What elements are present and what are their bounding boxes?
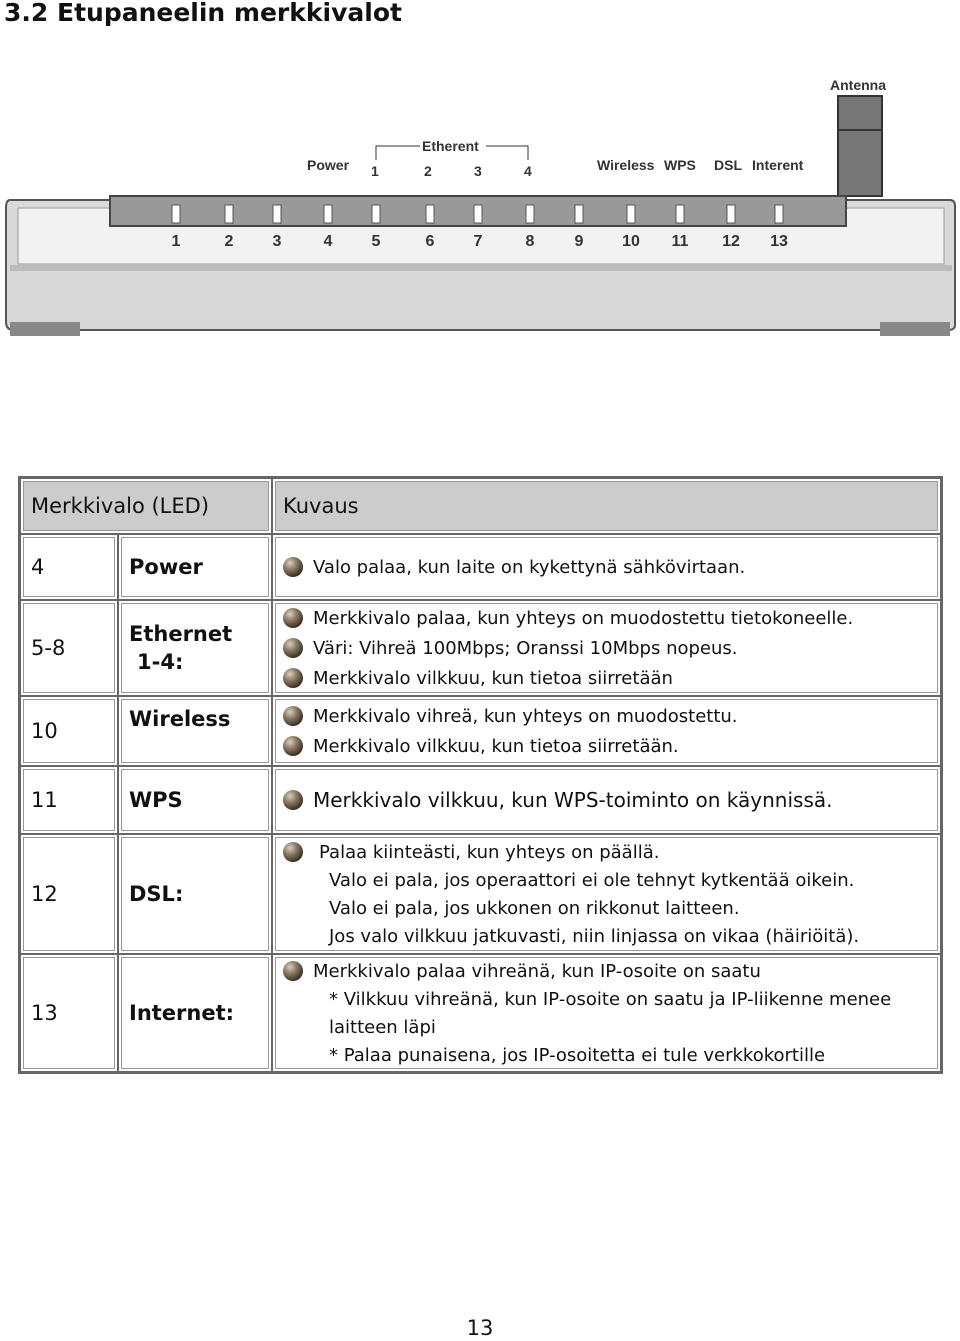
- led-number-label: 4: [323, 233, 333, 250]
- led-description: Valo palaa, kun laite on kykettynä sähkövirtaan.: [272, 534, 941, 600]
- led-description: Merkkivalo vilkkuu, kun WPS-toiminto on käynnissä.: [272, 766, 941, 834]
- label-power: Power: [307, 157, 350, 173]
- bullet-icon: [283, 638, 303, 658]
- table-row: [20, 534, 941, 600]
- led-number: 10: [20, 696, 118, 766]
- antenna-shape: [838, 96, 882, 196]
- label-eth2: 2: [424, 163, 432, 179]
- label-dsl: DSL: [714, 157, 742, 173]
- page-number: 13: [466, 1316, 494, 1340]
- label-wireless: Wireless: [597, 157, 655, 173]
- led-name: WPS: [118, 766, 272, 834]
- led-indicator: [575, 205, 583, 223]
- header-description: Kuvaus: [272, 478, 941, 534]
- label-etherent: Etherent: [422, 138, 479, 154]
- table-row: [20, 600, 941, 696]
- table-row: [20, 954, 941, 1072]
- led-indicator: [372, 205, 380, 223]
- bullet-icon: [283, 557, 303, 577]
- led-number-label: 3: [272, 233, 282, 250]
- led-number-label: 12: [722, 233, 740, 250]
- bullet-icon: [283, 736, 303, 756]
- header-led: Merkkivalo (LED): [20, 478, 272, 534]
- led-name: Wireless: [118, 696, 272, 766]
- led-number-label: 6: [425, 233, 435, 250]
- led-indicator: [627, 205, 635, 223]
- led-name: Internet:: [118, 954, 272, 1072]
- label-interent: Interent: [752, 157, 804, 173]
- led-indicator: [225, 205, 233, 223]
- led-indicator: [273, 205, 281, 223]
- label-eth3: 3: [474, 163, 482, 179]
- led-description: Palaa kiinteästi, kun yhteys on päällä. Valo ei pala, jos operaattori ei ole tehnyt kytkentää oikein. Valo ei pala, jos ukkonen on rikkonut laitteen. Jos valo vilkkuu jatkuvasti, niin linjassa on vikaa (häiriöitä).: [272, 834, 941, 954]
- table-row: [20, 766, 941, 834]
- bullet-icon: [283, 668, 303, 688]
- led-number: 11: [20, 766, 118, 834]
- led-number-label: 1: [171, 233, 181, 250]
- led-number-label: 5: [371, 233, 381, 250]
- led-number-label: 7: [473, 233, 483, 250]
- led-number: 13: [20, 954, 118, 1072]
- led-number: 5-8: [20, 600, 118, 696]
- led-indicator: [526, 205, 534, 223]
- led-number-label: 8: [525, 233, 535, 250]
- table-row: [20, 696, 941, 766]
- bullet-icon: [283, 961, 303, 981]
- section-heading: 3.2 Etupaneelin merkkivalot: [4, 0, 402, 27]
- led-indicator: [324, 205, 332, 223]
- led-name: Power: [118, 534, 272, 600]
- led-indicator: [775, 205, 783, 223]
- table-row: [20, 834, 941, 954]
- led-indicator: [172, 205, 180, 223]
- led-number: 12: [20, 834, 118, 954]
- router-front-panel-diagram: [0, 60, 960, 350]
- bullet-icon: [283, 706, 303, 726]
- led-name: DSL:: [118, 834, 272, 954]
- led-number: 4: [20, 534, 118, 600]
- led-number-label: 13: [770, 233, 788, 250]
- led-table: [18, 476, 943, 1074]
- led-description: Merkkivalo palaa vihreänä, kun IP-osoite on saatu * Vilkkuu vihreänä, kun IP-osoite on saatu ja IP-liikenne menee laitteen läpi * Palaa punaisena, jos IP-osoitetta ei tule verkkokortille: [272, 954, 941, 1072]
- led-indicator: [676, 205, 684, 223]
- led-number-label: 9: [574, 233, 584, 250]
- led-number-label: 2: [224, 233, 234, 250]
- label-antenna: Antenna: [830, 77, 886, 93]
- led-indicator: [426, 205, 434, 223]
- led-number-label: 11: [671, 233, 689, 250]
- led-number-label: 10: [622, 233, 640, 250]
- bullet-icon: [283, 842, 303, 862]
- bullet-icon: [283, 790, 303, 810]
- led-indicator: [474, 205, 482, 223]
- label-eth4: 4: [524, 163, 532, 179]
- led-name: Ethernet 1-4:: [118, 600, 272, 696]
- bullet-icon: [283, 608, 303, 628]
- label-wps: WPS: [664, 157, 696, 173]
- led-description: Merkkivalo palaa, kun yhteys on muodostettu tietokoneelle. Väri: Vihreä 100Mbps; Oranssi 10Mbps nopeus. Merkkivalo vilkkuu, kun tietoa siirretään: [272, 600, 941, 696]
- led-indicator: [727, 205, 735, 223]
- label-eth1: 1: [371, 163, 379, 179]
- led-description: Merkkivalo vihreä, kun yhteys on muodostettu. Merkkivalo vilkkuu, kun tietoa siirretään.: [272, 696, 941, 766]
